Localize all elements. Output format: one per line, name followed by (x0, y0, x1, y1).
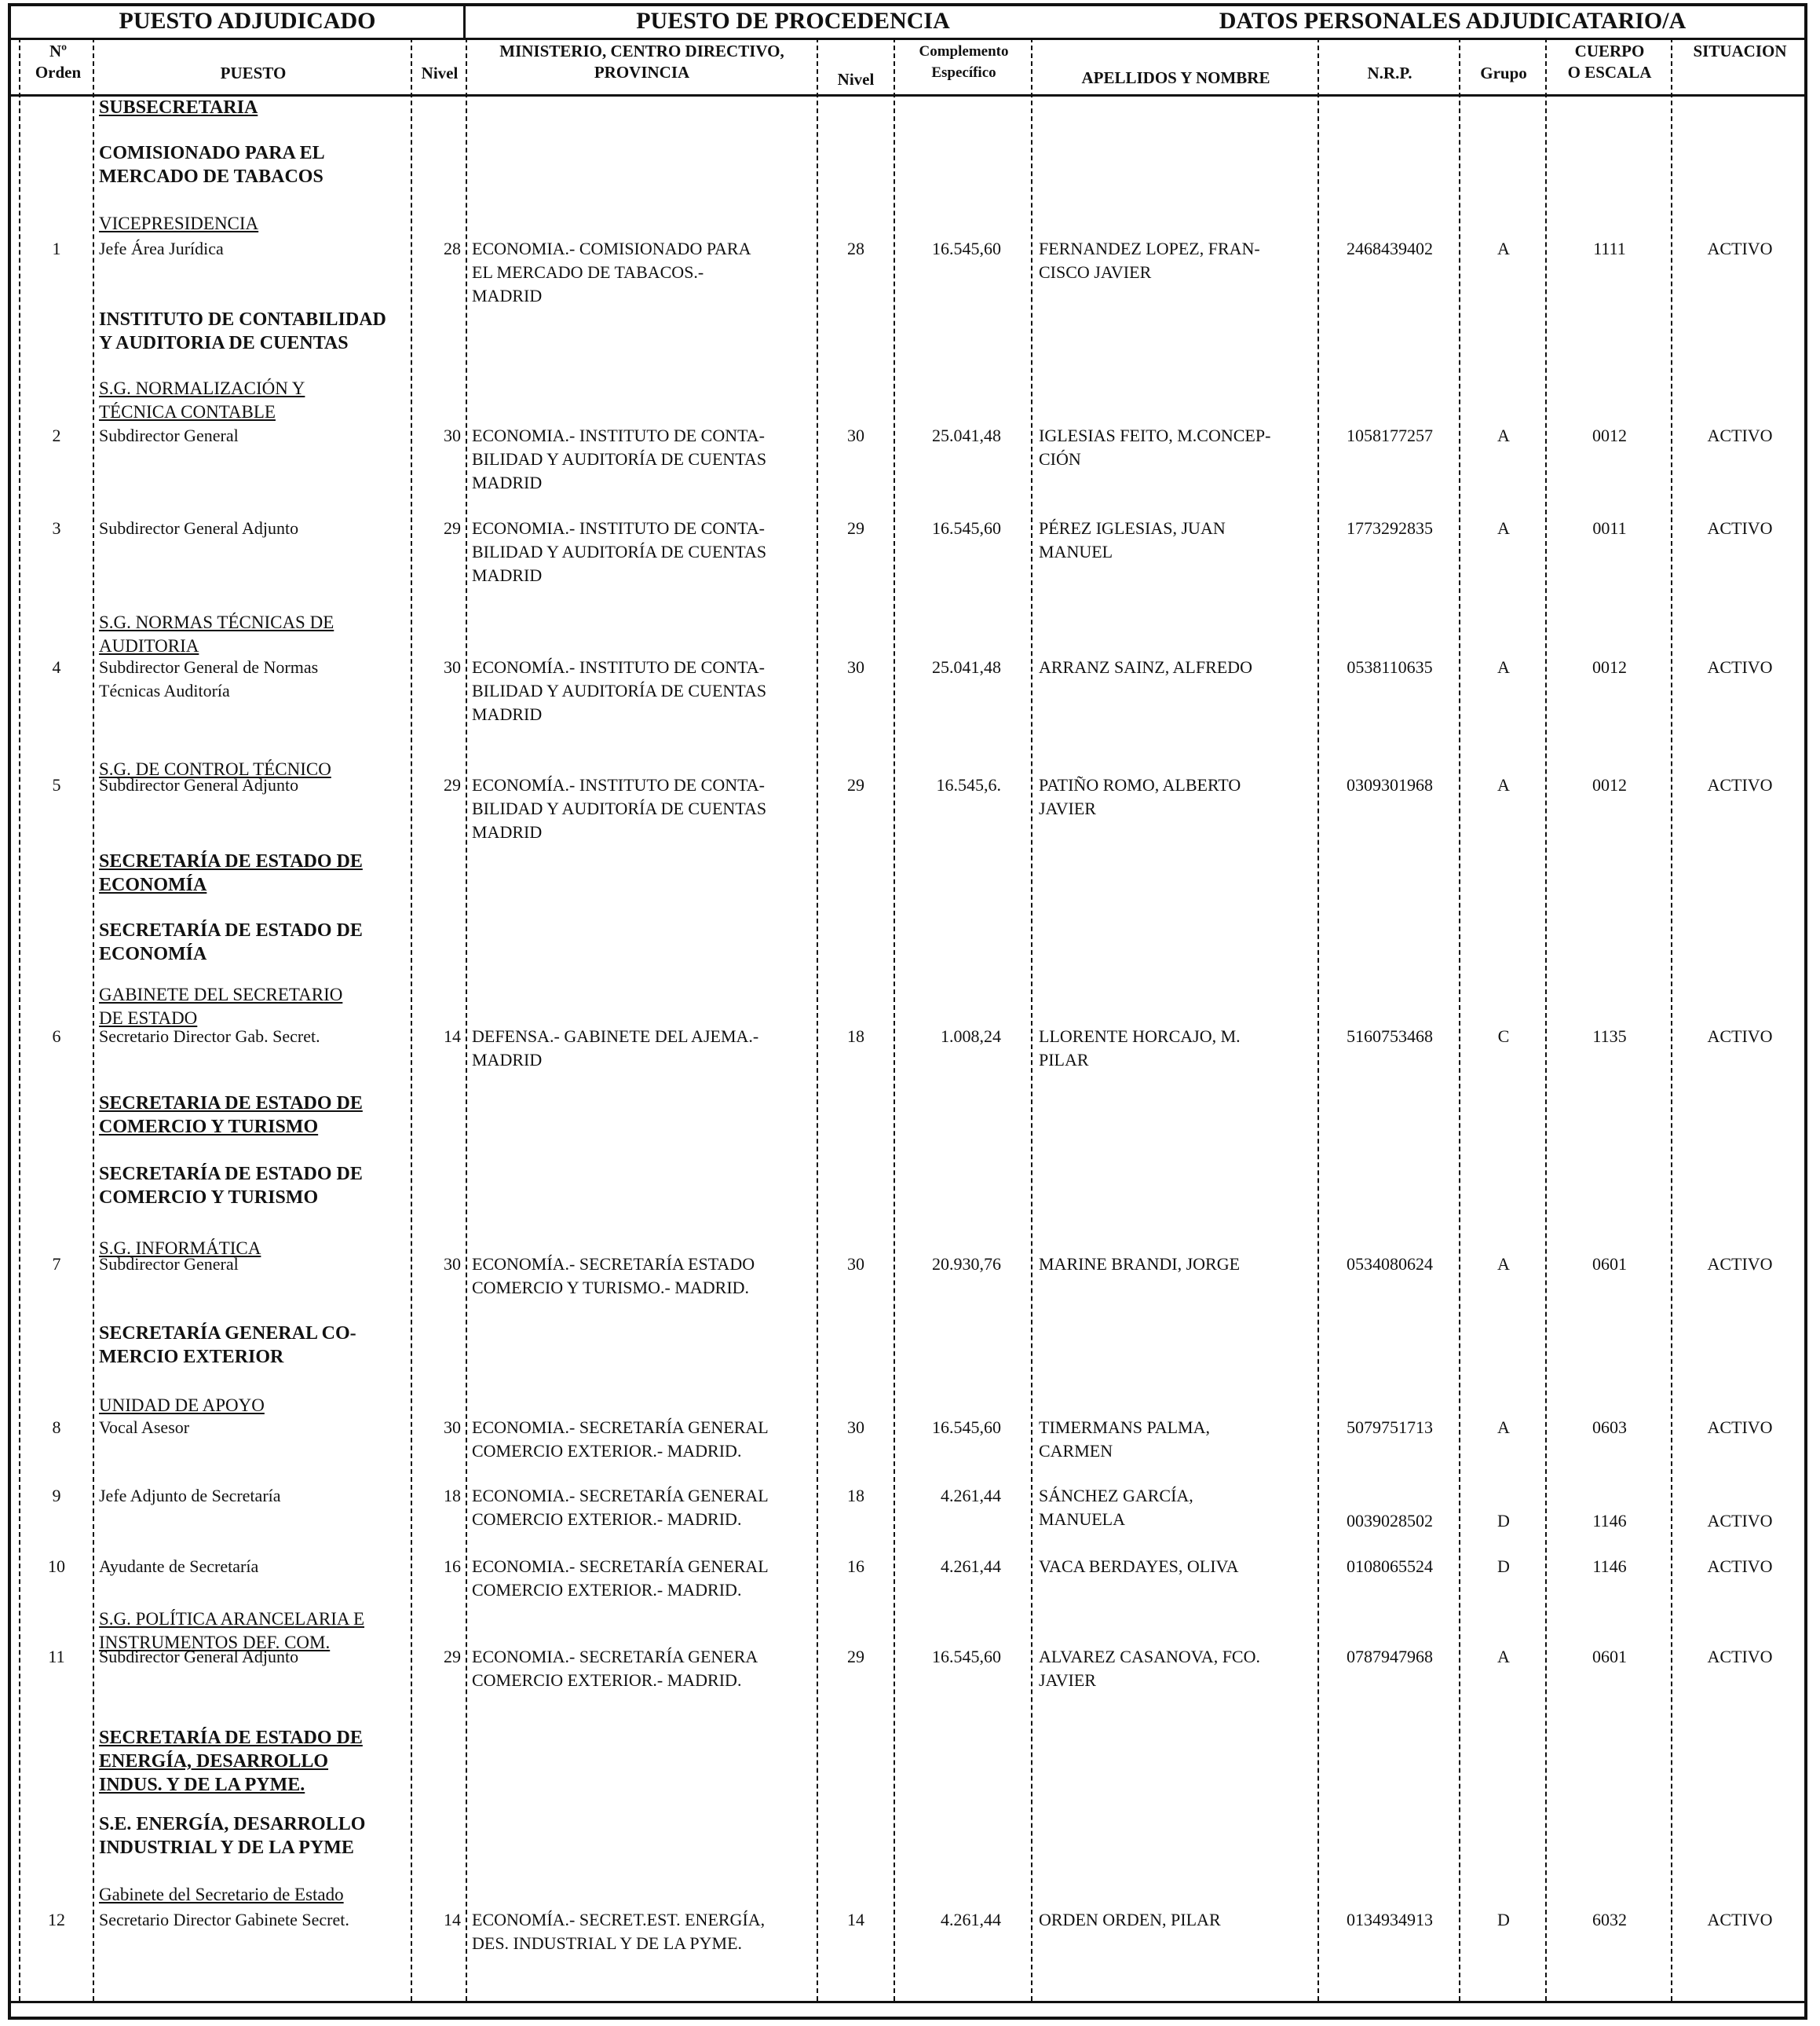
column-divider (894, 38, 895, 2001)
header-col-grupo: Grupo (1480, 64, 1527, 82)
cell-nivel2: 14 (847, 1910, 864, 1929)
cell-puesto: Subdirector General Adjunto (99, 1647, 299, 1666)
section-heading: S.G. NORMALIZACIÓN Y TÉCNICA CONTABLE (99, 379, 305, 422)
cell-cuerpo: 1146 (1592, 1556, 1627, 1576)
cell-orden: 9 (52, 1486, 61, 1505)
section-heading: VICEPRESIDENCIA (99, 214, 259, 233)
cell-nivel: 30 (444, 1254, 461, 1274)
section-heading: SECRETARÍA DE ESTADO DE COMERCIO Y TURISMO (99, 1164, 363, 1208)
cell-grupo: D (1497, 1511, 1510, 1530)
cell-nivel2: 30 (847, 426, 864, 445)
cell-complemento: 1.008,24 (941, 1026, 1001, 1046)
cell-cuerpo: 0603 (1592, 1417, 1627, 1437)
section-heading: SECRETARÍA DE ESTADO DE ECONOMÍA (99, 920, 363, 964)
cell-situacion: ACTIVO (1707, 775, 1773, 795)
cell-cuerpo: 0601 (1592, 1647, 1627, 1666)
cell-nrp: 5079751713 (1347, 1417, 1433, 1437)
cell-nivel2: 28 (847, 239, 864, 258)
cell-nivel2: 29 (847, 1647, 864, 1666)
header-col-nivel2: Nivel (837, 70, 875, 89)
cell-cuerpo: 1111 (1593, 239, 1626, 258)
cell-ministerio: ECONOMÍA.- SECRET.EST. ENERGÍA, DES. INDUSTRIAL Y DE LA PYME. (472, 1910, 766, 1953)
section-heading: GABINETE DEL SECRETARIO DE ESTADO (99, 985, 343, 1028)
cell-grupo: D (1497, 1910, 1510, 1929)
column-divider (1031, 38, 1032, 2001)
section-heading: S.E. ENERGÍA, DESARROLLO INDUSTRIAL Y DE LA PYME (99, 1814, 366, 1858)
cell-situacion: ACTIVO (1707, 239, 1773, 258)
cell-orden: 1 (52, 239, 61, 258)
cell-nivel2: 18 (847, 1486, 864, 1505)
cell-complemento: 4.261,44 (941, 1910, 1001, 1929)
cell-nivel: 30 (444, 1417, 461, 1437)
cell-cuerpo: 1135 (1592, 1026, 1627, 1046)
cell-nivel: 29 (444, 775, 461, 795)
cell-grupo: C (1497, 1026, 1510, 1046)
cell-situacion: ACTIVO (1707, 1254, 1773, 1274)
header-group-divider (463, 5, 466, 38)
cell-puesto: Subdirector General Adjunto (99, 775, 299, 795)
cell-orden: 3 (52, 518, 61, 538)
cell-ministerio: ECONOMIA.- SECRETARÍA GENERAL COMERCIO EXTERIOR.- MADRID. (472, 1556, 769, 1600)
cell-cuerpo: 1146 (1592, 1511, 1627, 1530)
cell-nrp: 0787947968 (1347, 1647, 1433, 1666)
header-col-puesto: PUESTO (220, 64, 287, 82)
cell-nrp: 0309301968 (1347, 775, 1433, 795)
cell-grupo: A (1497, 239, 1510, 258)
cell-nrp: 5160753468 (1347, 1026, 1433, 1046)
cell-ministerio: ECONOMIA.- SECRETARÍA GENERAL COMERCIO EXTERIOR.- MADRID. (472, 1417, 769, 1461)
cell-nivel: 16 (444, 1556, 461, 1576)
section-heading: UNIDAD DE APOYO (99, 1395, 265, 1415)
cell-complemento: 25.041,48 (932, 426, 1001, 445)
cell-nivel: 18 (444, 1486, 461, 1505)
section-heading: S.G. NORMAS TÉCNICAS DE AUDITORIA (99, 613, 334, 656)
cell-cuerpo: 0012 (1592, 657, 1627, 677)
cell-orden: 6 (52, 1026, 61, 1046)
cell-ministerio: ECONOMIA.- INSTITUTO DE CONTA- BILIDAD Y AUDITORÍA DE CUENTAS MADRID (472, 426, 767, 492)
column-divider (1671, 38, 1672, 2001)
section-heading: Gabinete del Secretario de Estado (99, 1885, 344, 1904)
cell-situacion: ACTIVO (1707, 1417, 1773, 1437)
header-col-nrp: N.R.P. (1367, 64, 1413, 82)
cell-puesto: Jefe Área Jurídica (99, 239, 224, 258)
cell-orden: 4 (52, 657, 61, 677)
cell-situacion: ACTIVO (1707, 518, 1773, 538)
cell-nivel: 14 (444, 1026, 461, 1046)
cell-puesto: Subdirector General (99, 426, 239, 445)
cell-nivel2: 30 (847, 657, 864, 677)
section-heading: SECRETARÍA DE ESTADO DE ENERGÍA, DESARROLLO INDUS. Y DE LA PYME. (99, 1728, 363, 1795)
cell-apellidos: ARRANZ SAINZ, ALFREDO (1039, 657, 1252, 677)
cell-ministerio: DEFENSA.- GABINETE DEL AJEMA.- MADRID (472, 1026, 759, 1070)
cell-nivel: 29 (444, 518, 461, 538)
cell-apellidos: PATIÑO ROMO, ALBERTO JAVIER (1039, 775, 1241, 818)
cell-orden: 11 (48, 1647, 65, 1666)
cell-puesto: Vocal Asesor (99, 1417, 190, 1437)
section-heading: COMISIONADO PARA EL MERCADO DE TABACOS (99, 143, 325, 187)
cell-apellidos: IGLESIAS FEITO, M.CONCEP- CIÓN (1039, 426, 1271, 469)
cell-complemento: 20.930,76 (932, 1254, 1001, 1274)
cell-cuerpo: 0012 (1592, 426, 1627, 445)
cell-situacion: ACTIVO (1707, 1556, 1773, 1576)
section-heading: S.G. POLÍTICA ARANCELARIA E INSTRUMENTOS DEF. COM. (99, 1609, 364, 1652)
cell-orden: 10 (48, 1556, 65, 1576)
cell-cuerpo: 0012 (1592, 775, 1627, 795)
cell-nrp: 0534080624 (1347, 1254, 1433, 1274)
cell-puesto: Subdirector General Adjunto (99, 518, 299, 538)
cell-orden: 8 (52, 1417, 61, 1437)
cell-complemento: 16.545,60 (932, 239, 1001, 258)
cell-grupo: A (1497, 657, 1510, 677)
cell-complemento: 16.545,6. (936, 775, 1001, 795)
section-heading: SUBSECRETARIA (99, 97, 258, 118)
header-divider (9, 38, 1806, 40)
cell-grupo: D (1497, 1556, 1510, 1576)
cell-nivel: 30 (444, 426, 461, 445)
cell-nivel2: 29 (847, 518, 864, 538)
cell-nivel2: 29 (847, 775, 864, 795)
section-heading: S.G. DE CONTROL TÉCNICO (99, 759, 331, 779)
cell-grupo: A (1497, 1647, 1510, 1666)
cell-cuerpo: 6032 (1592, 1910, 1627, 1929)
cell-nivel: 29 (444, 1647, 461, 1666)
section-heading: SECRETARÍA GENERAL CO- MERCIO EXTERIOR (99, 1323, 356, 1367)
cell-nivel2: 16 (847, 1556, 864, 1576)
cell-complemento: 4.261,44 (941, 1486, 1001, 1505)
cell-complemento: 16.545,60 (932, 1417, 1001, 1437)
cell-grupo: A (1497, 1417, 1510, 1437)
cell-orden: 12 (48, 1910, 65, 1929)
cell-apellidos: PÉREZ IGLESIAS, JUAN MANUEL (1039, 518, 1226, 561)
cell-grupo: A (1497, 775, 1510, 795)
cell-situacion: ACTIVO (1707, 1647, 1773, 1666)
cell-apellidos: FERNANDEZ LOPEZ, FRAN- CISCO JAVIER (1039, 239, 1260, 282)
cell-puesto: Secretario Director Gab. Secret. (99, 1026, 320, 1046)
table-bottom-rule (9, 2001, 1806, 2003)
column-divider (1545, 38, 1547, 2001)
cell-situacion: ACTIVO (1707, 1026, 1773, 1046)
cell-cuerpo: 0011 (1592, 518, 1627, 538)
section-heading: SECRETARÍA DE ESTADO DE ECONOMÍA (99, 851, 363, 895)
cell-complemento: 25.041,48 (932, 657, 1001, 677)
header-col-apellidos: APELLIDOS Y NOMBRE (1081, 68, 1270, 87)
cell-puesto: Ayudante de Secretaría (99, 1556, 259, 1576)
cell-ministerio: ECONOMIA.- INSTITUTO DE CONTA- BILIDAD Y AUDITORÍA DE CUENTAS MADRID (472, 518, 767, 585)
header-group-datos-personales: DATOS PERSONALES ADJUDICATARIO/A (1219, 8, 1687, 34)
section-heading: S.G. INFORMÁTICA (99, 1238, 261, 1258)
cell-situacion: ACTIVO (1707, 1910, 1773, 1929)
cell-puesto: Subdirector General de Normas Técnicas Auditoría (99, 657, 319, 700)
cell-nivel: 14 (444, 1910, 461, 1929)
column-divider (411, 38, 412, 2001)
cell-nivel2: 18 (847, 1026, 864, 1046)
header-bottom-rule (9, 94, 1806, 97)
cell-apellidos: MARINE BRANDI, JORGE (1039, 1254, 1241, 1274)
cell-nivel2: 30 (847, 1254, 864, 1274)
column-divider (466, 38, 467, 2001)
cell-grupo: A (1497, 518, 1510, 538)
cell-nrp: 0108065524 (1347, 1556, 1433, 1576)
cell-apellidos: LLORENTE HORCAJO, M. PILAR (1039, 1026, 1241, 1070)
column-divider (1459, 38, 1460, 2001)
cell-ministerio: ECONOMÍA.- SECRETARÍA ESTADO COMERCIO Y TURISMO.- MADRID. (472, 1254, 755, 1297)
header-col-complemento: Complemento Específico (919, 43, 1009, 81)
header-col-orden: Nº Orden (35, 42, 82, 82)
cell-ministerio: ECONOMIA.- SECRETARÍA GENERA COMERCIO EXTERIOR.- MADRID. (472, 1647, 758, 1690)
cell-orden: 7 (52, 1254, 61, 1274)
cell-apellidos: VACA BERDAYES, OLIVA (1039, 1556, 1239, 1576)
cell-grupo: A (1497, 1254, 1510, 1274)
cell-puesto: Subdirector General (99, 1254, 239, 1274)
header-group-puesto-procedencia: PUESTO DE PROCEDENCIA (636, 8, 950, 34)
section-heading: SECRETARIA DE ESTADO DE COMERCIO Y TURISMO (99, 1093, 363, 1137)
cell-ministerio: ECONOMIA.- COMISIONADO PARA EL MERCADO DE TABACOS.- MADRID (472, 239, 751, 305)
cell-orden: 5 (52, 775, 61, 795)
cell-puesto: Secretario Director Gabinete Secret. (99, 1910, 349, 1929)
cell-nrp: 1058177257 (1347, 426, 1433, 445)
cell-situacion: ACTIVO (1707, 426, 1773, 445)
header-group-puesto-adjudicado: PUESTO ADJUDICADO (119, 8, 376, 34)
cell-complemento: 16.545,60 (932, 518, 1001, 538)
cell-complemento: 4.261,44 (941, 1556, 1001, 1576)
cell-situacion: ACTIVO (1707, 657, 1773, 677)
header-col-nivel: Nivel (421, 64, 459, 82)
column-divider (19, 38, 20, 2001)
cell-apellidos: ORDEN ORDEN, PILAR (1039, 1910, 1221, 1929)
cell-complemento: 16.545,60 (932, 1647, 1001, 1666)
cell-apellidos: ALVAREZ CASANOVA, FCO. JAVIER (1039, 1647, 1260, 1690)
cell-nrp: 1773292835 (1347, 518, 1433, 538)
cell-ministerio: ECONOMÍA.- INSTITUTO DE CONTA- BILIDAD Y AUDITORÍA DE CUENTAS MADRID (472, 775, 767, 842)
cell-ministerio: ECONOMÍA.- INSTITUTO DE CONTA- BILIDAD Y AUDITORÍA DE CUENTAS MADRID (472, 657, 767, 724)
cell-nivel: 30 (444, 657, 461, 677)
column-divider (93, 38, 94, 2001)
cell-orden: 2 (52, 426, 61, 445)
section-heading: INSTITUTO DE CONTABILIDAD Y AUDITORIA DE CUENTAS (99, 309, 386, 353)
header-col-situacion: SITUACION (1693, 42, 1787, 60)
column-divider (1317, 38, 1319, 2001)
cell-nrp: 0134934913 (1347, 1910, 1433, 1929)
cell-nrp: 0538110635 (1347, 657, 1433, 677)
cell-ministerio: ECONOMIA.- SECRETARÍA GENERAL COMERCIO EXTERIOR.- MADRID. (472, 1486, 769, 1529)
cell-apellidos: SÁNCHEZ GARCÍA, MANUELA (1039, 1486, 1193, 1529)
cell-apellidos: TIMERMANS PALMA, CARMEN (1039, 1417, 1211, 1461)
cell-nrp: 0039028502 (1347, 1511, 1433, 1530)
column-divider (817, 38, 818, 2001)
cell-situacion: ACTIVO (1707, 1511, 1773, 1530)
cell-puesto: Jefe Adjunto de Secretaría (99, 1486, 281, 1505)
cell-nivel2: 30 (847, 1417, 864, 1437)
cell-grupo: A (1497, 426, 1510, 445)
cell-nivel: 28 (444, 239, 461, 258)
header-col-ministerio: MINISTERIO, CENTRO DIRECTIVO, PROVINCIA (499, 42, 784, 82)
cell-cuerpo: 0601 (1592, 1254, 1627, 1274)
header-col-cuerpo: CUERPO O ESCALA (1567, 42, 1652, 82)
cell-nrp: 2468439402 (1347, 239, 1433, 258)
